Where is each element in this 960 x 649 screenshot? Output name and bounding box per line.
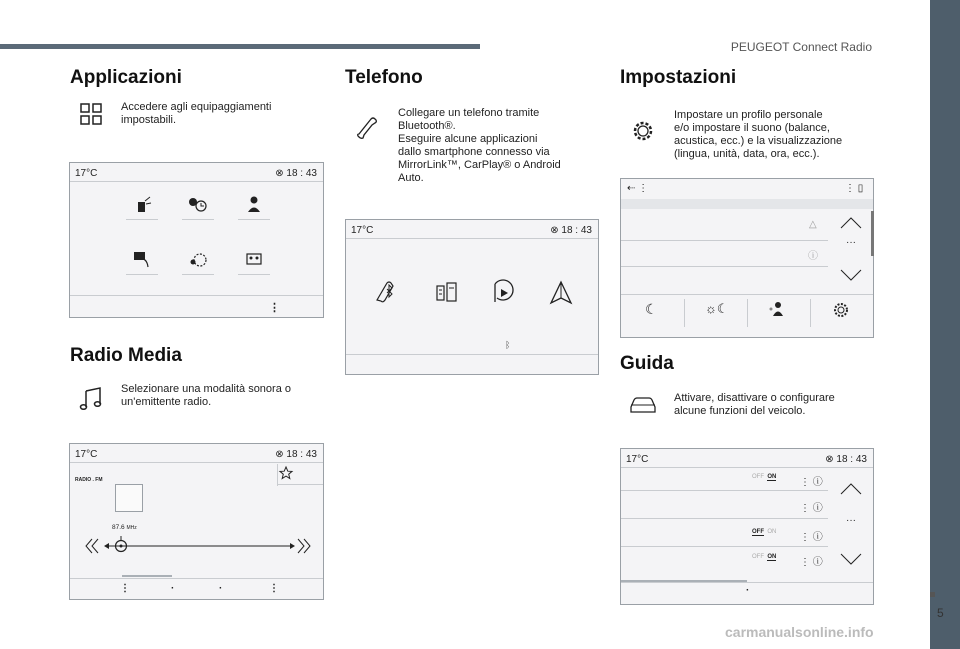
more-options-2-icon[interactable]: ⋮ bbox=[269, 583, 279, 594]
header-bar bbox=[0, 44, 480, 49]
section-title-impostazioni: Impostazioni bbox=[620, 67, 737, 88]
screen-guida bbox=[620, 448, 874, 605]
status-bar bbox=[346, 220, 598, 238]
section-title-applicazioni: Applicazioni bbox=[70, 67, 182, 88]
back-arrow-icon[interactable]: ⇠ ⋮ bbox=[627, 183, 649, 194]
night-mode-icon[interactable]: ☾ bbox=[645, 301, 658, 317]
delete-icon[interactable]: ⋮ ▯ bbox=[845, 183, 864, 194]
frequency-slider[interactable] bbox=[84, 536, 312, 556]
page-marker bbox=[930, 592, 935, 597]
station-artwork bbox=[115, 484, 143, 512]
frequency-readout: 87.6 MHz bbox=[112, 524, 137, 531]
scroll-up-icon[interactable] bbox=[840, 483, 862, 495]
watermark: carmanualsonline.info bbox=[725, 624, 874, 640]
clock: ⊗ 18 : 43 bbox=[275, 449, 317, 460]
applications-grid-icon bbox=[80, 103, 102, 125]
row-4-options-icon[interactable]: ⋮ ⓘ bbox=[800, 557, 823, 568]
system-settings-icon[interactable] bbox=[831, 300, 849, 318]
app-driver-profile-icon[interactable] bbox=[238, 193, 270, 220]
app-settings-cycle-icon[interactable] bbox=[182, 248, 214, 275]
header-title: PEUGEOT Connect Radio bbox=[730, 40, 872, 54]
brightness-icon[interactable]: ☼☾ bbox=[705, 301, 729, 316]
scroll-more-icon: ··· bbox=[846, 237, 856, 248]
section-title-guida: Guida bbox=[620, 353, 674, 374]
section-title-telefono: Telefono bbox=[345, 67, 423, 88]
description-telefono: Collegare un telefono tramite Bluetooth®. Eseguire alcune applicazioni dallo smartphone connesso via MirrorLink™, CarPlay® o Android Auto. bbox=[398, 107, 561, 184]
screen-applicazioni bbox=[69, 162, 324, 318]
mirrorlink-icon[interactable] bbox=[434, 280, 460, 306]
bluetooth-phone-icon[interactable] bbox=[374, 280, 400, 306]
music-note-icon bbox=[80, 387, 104, 411]
description-impostazioni: Impostare un profilo personale e/o impostare il suono (balance, acustica, ecc.) e la visualizzazione (lingua, unità, data, ora, ecc.). bbox=[674, 109, 843, 160]
bottom-dot-icon[interactable]: · bbox=[746, 585, 750, 596]
radio-band-label: RADIO . FM bbox=[75, 477, 103, 483]
screen-impostazioni bbox=[620, 178, 874, 338]
toggle-switch-2[interactable]: OFF ON bbox=[752, 529, 777, 535]
row-2-options-icon[interactable]: ⋮ ⓘ bbox=[800, 503, 823, 514]
more-options-icon[interactable]: ⋮ bbox=[120, 583, 130, 594]
info-icon: ⓘ bbox=[808, 251, 818, 262]
scrollbar[interactable] bbox=[871, 211, 874, 256]
temperature: 17°C bbox=[75, 168, 98, 179]
warning-icon: △ bbox=[809, 219, 817, 230]
scroll-up-icon[interactable] bbox=[840, 217, 862, 229]
side-tab bbox=[930, 0, 960, 649]
scroll-down-icon[interactable] bbox=[840, 269, 862, 281]
row-3-options-icon[interactable]: ⋮ ⓘ bbox=[800, 532, 823, 543]
temperature: 17°C bbox=[351, 225, 374, 236]
scroll-more-icon: ··· bbox=[846, 515, 856, 526]
carplay-icon[interactable] bbox=[491, 280, 517, 306]
source-tab-indicator bbox=[122, 575, 172, 577]
android-auto-icon[interactable] bbox=[548, 280, 574, 306]
toggle-switch-3[interactable]: OFF ON bbox=[752, 554, 777, 560]
favorite-star-icon[interactable] bbox=[279, 466, 293, 480]
app-cleaning-icon[interactable] bbox=[126, 193, 158, 220]
row-1-options-icon[interactable]: ⋮ ⓘ bbox=[800, 477, 823, 488]
phone-handset-icon bbox=[355, 116, 379, 140]
media-dot-1-icon[interactable]: · bbox=[171, 583, 175, 594]
status-bar bbox=[621, 449, 873, 467]
clock: ⊗ 18 : 43 bbox=[550, 225, 592, 236]
status-bar bbox=[70, 163, 323, 181]
page-number: 5 bbox=[937, 606, 944, 620]
settings-header-band bbox=[621, 199, 873, 209]
app-contact-card-icon[interactable] bbox=[238, 248, 270, 275]
screen-telefono bbox=[345, 219, 599, 375]
media-dot-2-icon[interactable]: · bbox=[219, 583, 223, 594]
status-bar bbox=[70, 444, 323, 462]
clock: ⊗ 18 : 43 bbox=[275, 168, 317, 179]
user-profile-icon[interactable] bbox=[768, 301, 784, 317]
section-title-radio-media: Radio Media bbox=[70, 345, 182, 366]
more-options-icon[interactable]: ⋮ bbox=[269, 302, 280, 314]
description-guida: Attivare, disattivare o configurare alcune funzioni del veicolo. bbox=[674, 392, 835, 417]
description-radio-media: Selezionare una modalità sonora o un'emittente radio. bbox=[121, 383, 292, 408]
settings-gear-icon bbox=[630, 118, 656, 144]
scroll-down-icon[interactable] bbox=[840, 553, 862, 565]
screen-radio-media bbox=[69, 443, 324, 600]
toggle-switch-1[interactable]: OFF ON bbox=[752, 474, 777, 480]
app-monitor-icon[interactable] bbox=[126, 248, 158, 275]
app-timer-icon[interactable] bbox=[182, 193, 214, 220]
bluetooth-status-icon: ᛒ bbox=[505, 340, 511, 350]
clock: ⊗ 18 : 43 bbox=[825, 454, 867, 465]
temperature: 17°C bbox=[626, 454, 649, 465]
description-applicazioni: Accedere agli equipaggiamenti impostabili. bbox=[121, 101, 272, 126]
temperature: 17°C bbox=[75, 449, 98, 460]
car-icon bbox=[628, 395, 658, 415]
